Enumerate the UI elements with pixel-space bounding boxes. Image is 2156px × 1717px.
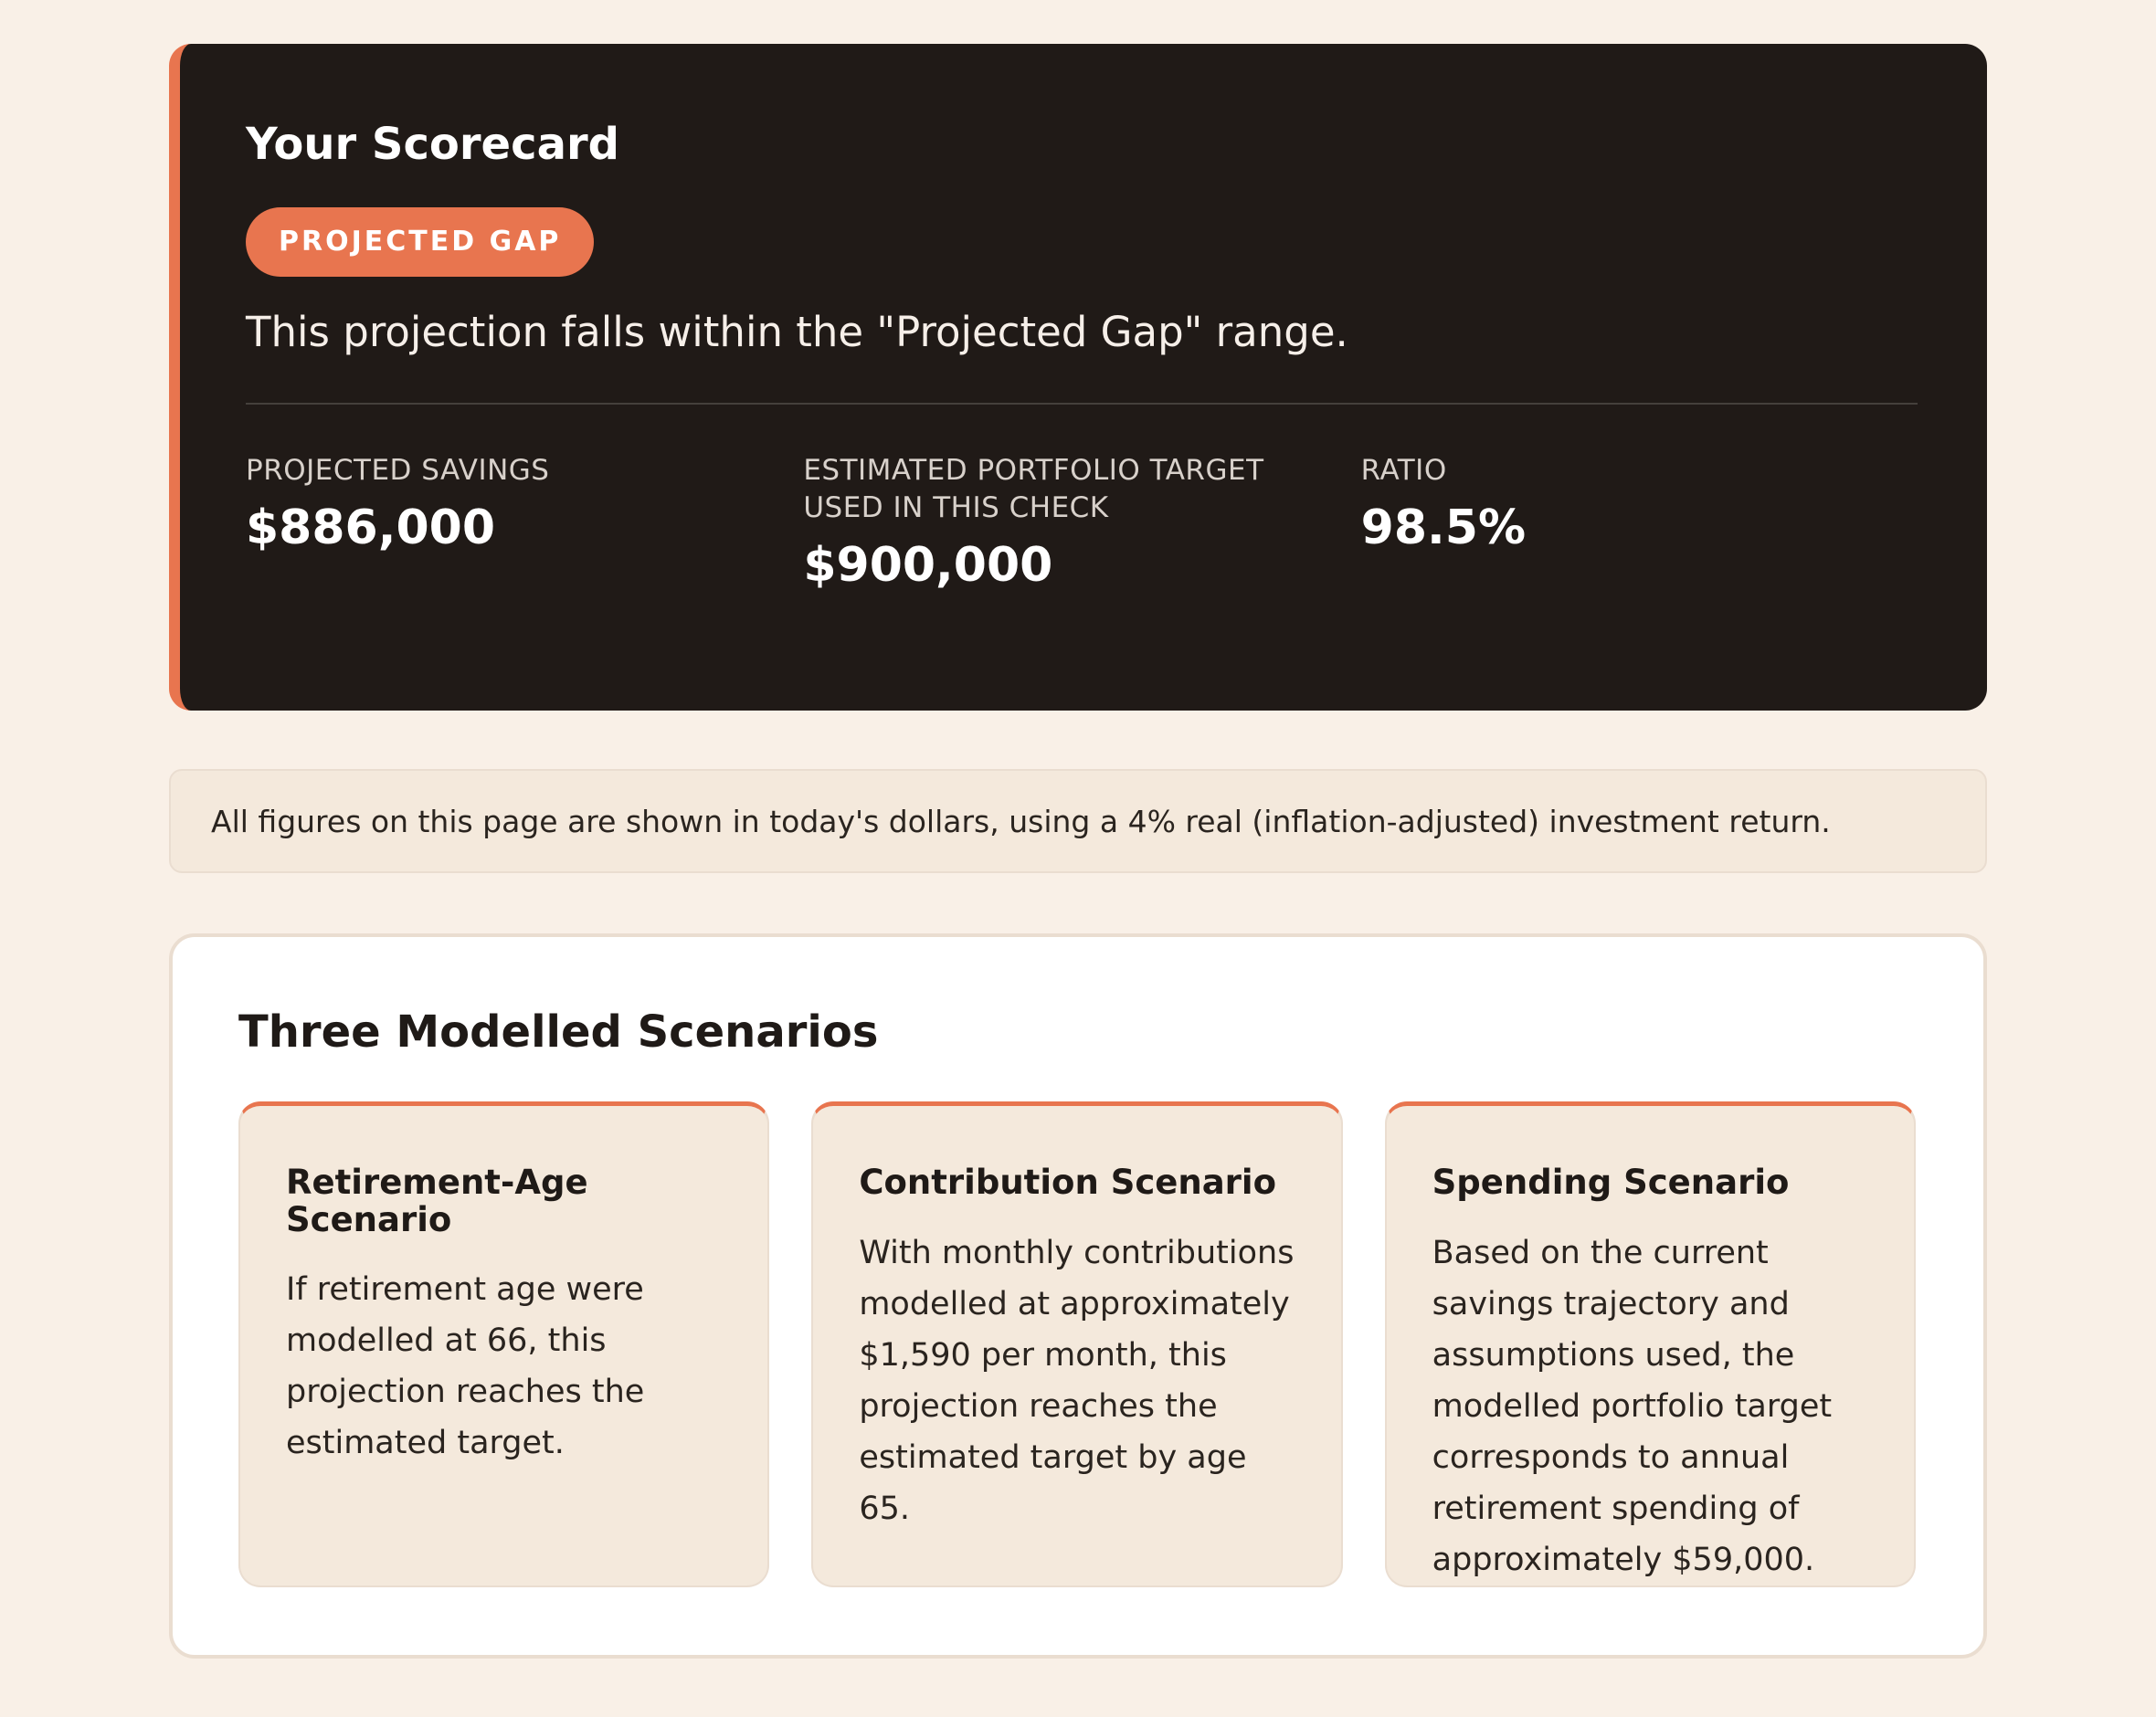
- scenario-card-retirement-age: [238, 1101, 769, 1587]
- metrics-row: [246, 452, 1918, 592]
- assumptions-note: [169, 769, 1987, 873]
- scorecard-panel: [169, 44, 1987, 711]
- metric-value: $886,000: [246, 500, 496, 555]
- metric-projected-savings: [246, 452, 803, 592]
- scenario-card-title: Retirement-Age Scenario: [286, 1163, 588, 1239]
- page-content: [169, 44, 1987, 1659]
- status-badge: PROJECTED GAP: [246, 207, 594, 277]
- assumptions-note-text: All figures on this page are shown in today's dollars, using a 4% real (inflation-adjusted) investment return.: [211, 803, 1831, 839]
- scenario-card-contribution: [811, 1101, 1342, 1587]
- metric-value: 98.5%: [1360, 500, 1527, 555]
- scenario-card-text: With monthly contributions modelled at approximately $1,590 per month, this projection reaches the estimated target by age 65.: [859, 1234, 1295, 1527]
- metric-label: PROJECTED SAVINGS: [246, 454, 550, 487]
- metric-ratio: [1361, 452, 1918, 592]
- scenarios-title: Three Modelled Scenarios: [238, 1006, 879, 1058]
- metric-label: RATIO: [1360, 454, 1447, 487]
- scorecard-divider: [246, 403, 1918, 405]
- metric-value: $900,000: [803, 538, 1053, 593]
- scenarios-panel: [169, 933, 1987, 1659]
- metric-label: ESTIMATED PORTFOLIO TARGET USED IN THIS CHECK: [803, 454, 1264, 524]
- metric-portfolio-target: [803, 452, 1360, 592]
- scenario-card-text: Based on the current savings trajectory and assumptions used, the modelled portfolio target corresponds to annual retirement spending of approximately $59,000.: [1432, 1234, 1833, 1578]
- scenario-card-spending: [1385, 1101, 1916, 1587]
- scenario-card-text: If retirement age were modelled at 66, this projection reaches the estimated target.: [286, 1271, 645, 1462]
- scorecard-title: Your Scorecard: [246, 119, 619, 170]
- scenario-cards: [238, 1101, 1916, 1587]
- scenario-card-title: Contribution Scenario: [859, 1163, 1277, 1202]
- scorecard-description: This projection falls within the "Projected Gap" range.: [246, 308, 1348, 356]
- scenario-card-title: Spending Scenario: [1432, 1163, 1790, 1202]
